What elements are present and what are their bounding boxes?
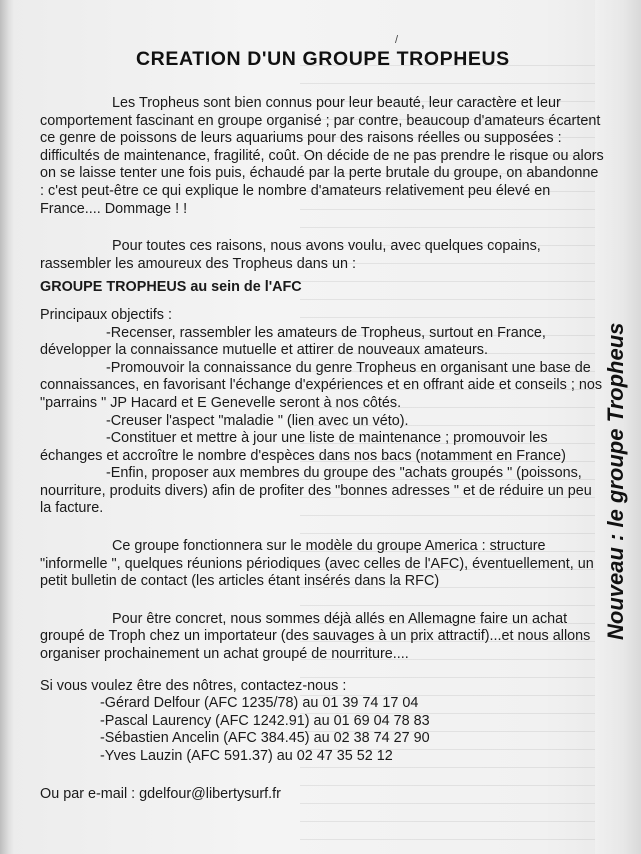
objective-item: -Enfin, proposer aux membres du groupe des "achats groupés " (poissons, nourriture, produits divers) afin de profiter des "bonnes adresses " et de réduire un peu la facture. xyxy=(40,465,592,517)
objective-item: -Recenser, rassembler les amateurs de Tropheus, surtout en France, développer la connaissance mutuelle et attirer de nouveaux amateurs. xyxy=(40,324,546,359)
page-spine-shadow xyxy=(0,0,14,854)
contact-entry: -Gérard Delfour (AFC 1235/78) au 01 39 74 17 04 xyxy=(100,695,419,712)
objective-item: -Constituer et mettre à jour une liste de maintenance ; promouvoir les échanges et accroître le nombre d'espèces dans nos bacs (notamment en France) xyxy=(40,430,566,464)
objective-item: -Promouvoir la connaissance du genre Tropheus en organisant une base de connaissances, en favorisant l'échange d'expériences et en offrant aide et conseils ; nos "parrains " JP Hacard et E Genevelle seront à nos côtés. xyxy=(40,359,603,411)
contacts-label: Si vous voulez être des nôtres, contactez-nous : xyxy=(40,677,347,694)
email-line: Ou par e-mail : gdelfour@libertysurf.fr xyxy=(40,785,281,802)
section-subheading: GROUPE TROPHEUS au sein de l'AFC xyxy=(40,279,302,296)
contact-entry: -Sébastien Ancelin (AFC 384.45) au 02 38 74 27 90 xyxy=(100,730,430,747)
article-body xyxy=(40,95,606,803)
objectives-label: Principaux objectifs : xyxy=(40,306,172,323)
objective-item: -Creuser l'aspect "maladie " (lien avec un véto). xyxy=(106,412,409,429)
vertical-sidebar-title: Nouveau : le groupe Tropheus xyxy=(603,322,628,640)
body-paragraph: Ce groupe fonctionnera sur le modèle du groupe America : structure "informelle ", quelques réunions périodiques (avec celles de l'AFC), éventuellement, un petit bulletin de contact (les articles étant insérés dans la RFC) xyxy=(40,538,594,590)
contact-entry: -Pascal Laurency (AFC 1242.91) au 01 69 04 78 83 xyxy=(100,712,430,729)
page-mark: / xyxy=(395,34,399,46)
contact-entry: -Yves Lauzin (AFC 591.37) au 02 47 35 52 12 xyxy=(100,748,393,764)
intro-paragraph: Les Tropheus sont bien connus pour leur beauté, leur caractère et leur comportement fascinant en groupe organisé ; par contre, beaucoup d'amateurs écartent ce genre de poissons de leurs aquariums pour des raisons réelles ou supposées : difficultés de maintenance, fragilité, coût. On décide de ne pas prendre le risque ou alors on se laisse tenter une fois puis, échaudé par la perte brutale du groupe, on abandonne : c'est peut-être ce qui explique le nombre d'amateurs relativement peu élevé en France.... Dommage ! ! xyxy=(40,95,604,217)
body-paragraph: Pour être concret, nous sommes déjà allés en Allemagne faire un achat groupé de Troph chez un importateur (des sauvages à un prix attractif)...et nous allons organiser prochainement un achat groupé de nourriture.... xyxy=(40,610,591,663)
article-title: CREATION D'UN GROUPE TROPHEUS xyxy=(136,48,510,70)
contact-list xyxy=(40,695,606,765)
intro-paragraph: Pour toutes ces raisons, nous avons voulu, avec quelques copains, rassembler les amoureux des Tropheus dans un : xyxy=(40,238,541,272)
